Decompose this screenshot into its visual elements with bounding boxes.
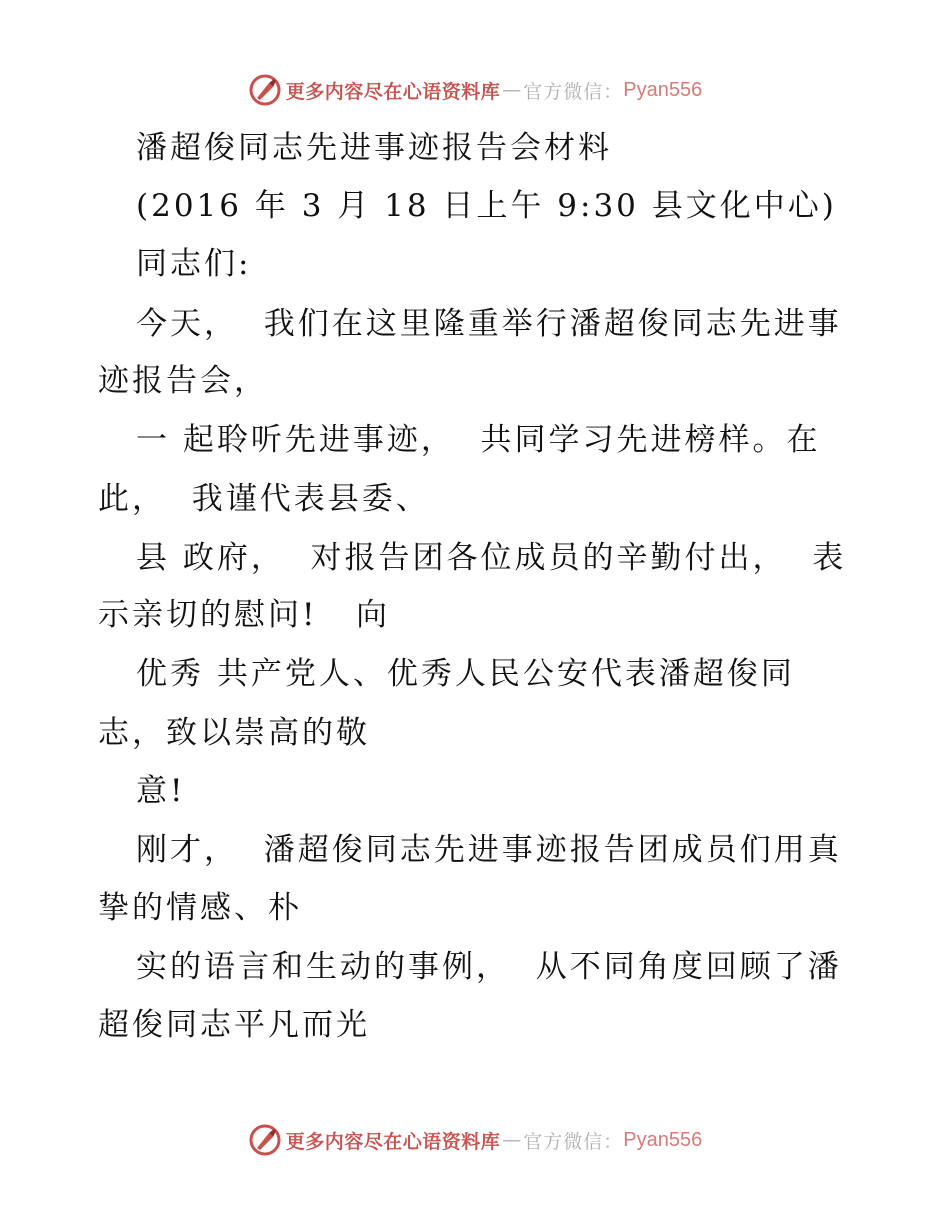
doc-salutation: 同志们: xyxy=(136,246,252,282)
doc-line: 今天， 我们在这里隆重举行潘超俊同志先进事 xyxy=(136,306,842,342)
pen-nib-logo-icon xyxy=(248,1123,282,1157)
doc-line: 实的语言和生动的事例， 从不同角度回顾了潘 xyxy=(136,949,842,985)
doc-title: 潘超俊同志先进事迹报告会材料 xyxy=(136,130,612,166)
doc-line: 刚才， 潘超俊同志先进事迹报告团成员们用真 xyxy=(136,832,842,868)
banner-dash: — xyxy=(502,79,522,101)
doc-line: 县 政府， 对报告团各位成员的辛勤付出， 表 xyxy=(136,540,847,576)
doc-line: 意! xyxy=(136,773,186,809)
doc-line: 优秀 共产党人、优秀人民公安代表潘超俊同 xyxy=(136,656,795,692)
header-banner xyxy=(0,70,950,110)
doc-subtitle: (2016 年 3 月 18 日上午 9:30 县文化中心) xyxy=(136,188,837,224)
footer-banner xyxy=(0,1120,950,1160)
banner-red-text: 更多内容尽在心语资料库 xyxy=(285,80,501,103)
doc-line: 志，致以崇高的敬 xyxy=(98,715,370,751)
doc-line: 此， 我谨代表县委、 xyxy=(98,481,430,517)
pen-nib-logo-icon xyxy=(248,73,282,107)
doc-line: 一 起聆听先进事迹， 共同学习先进榜样。在 xyxy=(136,422,821,458)
banner-wechat-label: 官方微信： xyxy=(523,1130,624,1153)
banner-red-text: 更多内容尽在心语资料库 xyxy=(285,1130,501,1153)
doc-line: 示亲切的慰问! 向 xyxy=(98,597,391,633)
banner-wechat-label: 官方微信： xyxy=(523,80,624,103)
doc-line: 挚的情感、朴 xyxy=(98,890,302,926)
banner-wechat-id: Pyan556 xyxy=(623,1128,703,1151)
doc-line: 超俊同志平凡而光 xyxy=(98,1007,370,1043)
banner-wechat-id: Pyan556 xyxy=(623,78,703,101)
banner-dash: — xyxy=(502,1129,522,1151)
doc-line: 迹报告会， xyxy=(98,363,268,399)
